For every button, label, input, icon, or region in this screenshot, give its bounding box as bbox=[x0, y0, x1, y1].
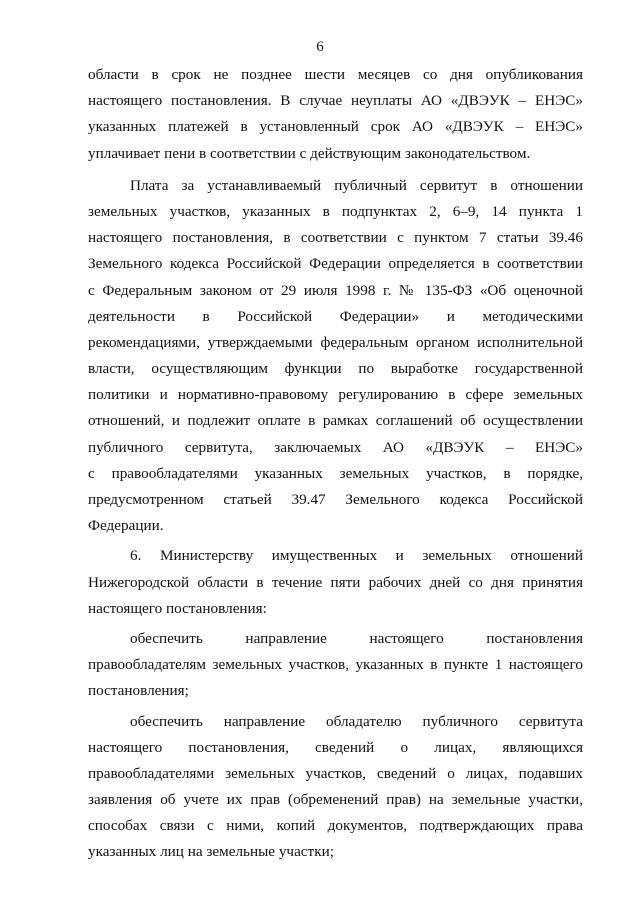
text-line: настоящего постановления, в соответствии с пунктом 7 статьи 39.46 bbox=[88, 229, 583, 247]
text-line: власти, осуществляющим функции по выработке государственной bbox=[88, 360, 583, 378]
paragraph-payment-terms bbox=[88, 62, 583, 167]
paragraph-item-6 bbox=[88, 543, 583, 622]
text-line: настоящего постановления, сведений о лицах, являющихся bbox=[88, 738, 583, 756]
text-line: публичного сервитута, заключаемых АО «ДВЭУК – ЕНЭС» bbox=[88, 438, 583, 456]
text-line: способах связи с ними, копий документов, подтверждающих права bbox=[88, 817, 583, 835]
text-line: настоящего постановления: bbox=[88, 599, 267, 617]
text-line: 6. Министерству имущественных и земельных отношений bbox=[130, 547, 583, 565]
text-line: Федерации. bbox=[88, 517, 164, 535]
page-number: 6 bbox=[316, 39, 324, 55]
text-line: политики и нормативно-правовому регулированию в сфере земельных bbox=[88, 386, 583, 404]
text-line: с правообладателями указанных земельных участков, в порядке, bbox=[88, 464, 583, 482]
paragraph-servitude-fee bbox=[88, 173, 583, 540]
text-line: Нижегородской области в течение пяти рабочих дней со дня принятия bbox=[88, 573, 583, 591]
text-line: отношений, и подлежит оплате в рамках соглашений об осуществлении bbox=[88, 412, 583, 430]
text-line: заявления об учете их прав (обременений прав) на земельные участки, bbox=[88, 791, 583, 809]
text-line: рекомендациями, утверждаемыми федеральным органом исполнительной bbox=[88, 333, 583, 351]
text-line: обеспечить направление настоящего постановления bbox=[130, 629, 583, 647]
text-line: Плата за устанавливаемый публичный сервитут в отношении bbox=[130, 176, 583, 194]
text-line: указанных платежей в установленный срок АО «ДВЭУК – ЕНЭС» bbox=[88, 118, 583, 136]
text-line: указанных лиц на земельные участки; bbox=[88, 843, 334, 861]
text-line: с Федеральным законом от 29 июля 1998 г. № 135-ФЗ «Об оценочной bbox=[88, 281, 583, 299]
text-line: постановления; bbox=[88, 682, 189, 700]
text-line: настоящего постановления. В случае неуплаты АО «ДВЭУК – ЕНЭС» bbox=[88, 92, 583, 110]
text-line: области в срок не позднее шести месяцев со дня опубликования bbox=[88, 66, 583, 83]
document-body bbox=[88, 62, 583, 866]
text-line: обеспечить направление обладателю публичного сервитута bbox=[130, 712, 583, 730]
paragraph-ensure-delivery bbox=[88, 626, 583, 705]
text-line: правообладателями земельных участков, сведений о лицах, подавших bbox=[88, 764, 583, 782]
text-line: деятельности в Российской Федерации» и методическими bbox=[88, 307, 583, 325]
paragraph-ensure-holder-delivery bbox=[88, 709, 583, 866]
text-line: Земельного кодекса Российской Федерации определяется в соответствии bbox=[88, 255, 583, 273]
text-line: уплачивает пени в соответствии с действующим законодательством. bbox=[88, 144, 531, 162]
text-line: земельных участков, указанных в подпунктах 2, 6–9, 14 пункта 1 bbox=[88, 202, 583, 220]
text-line: правообладателям земельных участков, указанных в пункте 1 настоящего bbox=[88, 656, 583, 674]
text-line: предусмотренном статьей 39.47 Земельного кодекса Российской bbox=[88, 491, 583, 508]
